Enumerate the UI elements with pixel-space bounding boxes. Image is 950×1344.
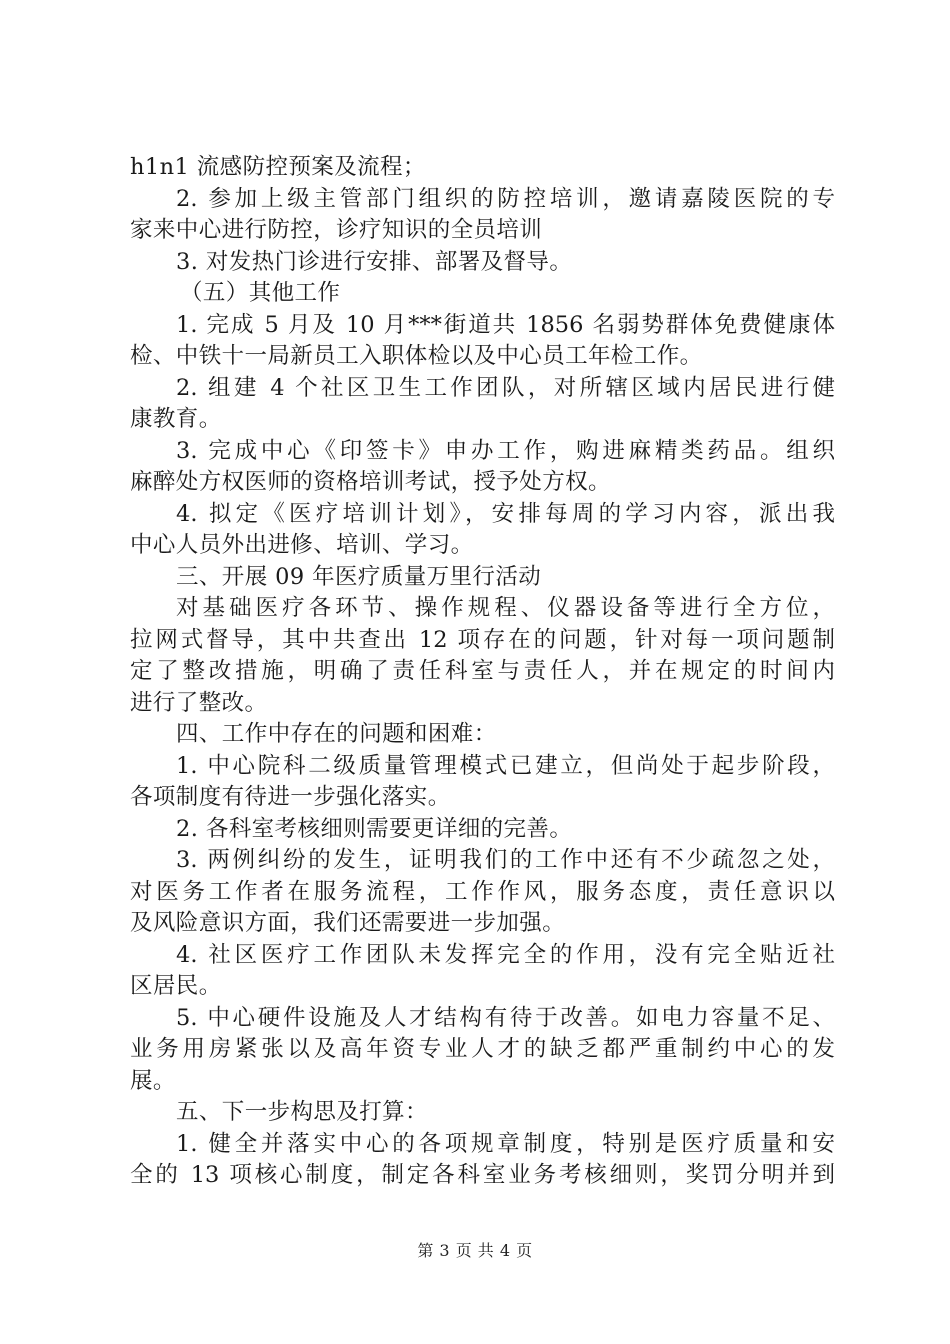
text-line: 对基础医疗各环节、操作规程、仪器设备等进行全方位， xyxy=(176,595,835,621)
text-line: 定了整改措施，明确了责任科室与责任人，并在规定的时间内 xyxy=(130,658,835,684)
text-line: 各项制度有待进一步强化落实。 xyxy=(130,784,451,810)
text-line: 及风险意识方面，我们还需要进一步加强。 xyxy=(130,910,566,936)
text-line: 2. 参加上级主管部门组织的防控培训，邀请嘉陵医院的专 xyxy=(176,185,835,212)
section-heading: （五）其他工作 xyxy=(180,280,341,306)
text-line: 4. 社区医疗工作团队未发挥完全的作用，没有完全贴近社 xyxy=(176,941,835,968)
text-line: h1n1 流感防控预案及流程； xyxy=(130,154,426,180)
text-line: 3. 对发热门诊进行安排、部署及督导。 xyxy=(176,248,573,275)
text-line: 家来中心进行防控，诊疗知识的全员培训 xyxy=(130,217,543,243)
text-line: 检、中铁十一局新员工入职体检以及中心员工年检工作。 xyxy=(130,343,703,369)
section-heading: 四、工作中存在的问题和困难： xyxy=(176,721,497,747)
text-line: 2. 各科室考核细则需要更详细的完善。 xyxy=(176,815,573,842)
text-line: 拉网式督导，其中共查出 12 项存在的问题，针对每一项问题制 xyxy=(130,626,835,653)
text-line: 1. 健全并落实中心的各项规章制度，特别是医疗质量和安 xyxy=(176,1130,835,1157)
text-line: 康教育。 xyxy=(130,406,222,432)
text-line: 麻醉处方权医师的资格培训考试，授予处方权。 xyxy=(130,469,611,495)
text-line: 5. 中心硬件设施及人才结构有待于改善。如电力容量不足、 xyxy=(176,1004,835,1031)
text-line: 业务用房紧张以及高年资专业人才的缺乏都严重制约中心的发 xyxy=(130,1036,835,1062)
text-line: 区居民。 xyxy=(130,973,222,999)
text-line: 3. 完成中心《印签卡》申办工作，购进麻精类药品。组织 xyxy=(176,437,835,464)
text-line: 2. 组建 4 个社区卫生工作团队，对所辖区域内居民进行健 xyxy=(176,374,835,401)
text-line: 3. 两例纠纷的发生，证明我们的工作中还有不少疏忽之处， xyxy=(176,847,835,873)
text-line: 1. 中心院科二级质量管理模式已建立，但尚处于起步阶段， xyxy=(176,752,835,779)
section-heading: 三、开展 09 年医疗质量万里行活动 xyxy=(176,563,542,590)
text-line: 中心人员外出进修、培训、学习。 xyxy=(130,532,474,558)
page-number: 第 3 页 共 4 页 xyxy=(417,1241,533,1260)
text-line: 1. 完成 5 月及 10 月***街道共 1856 名弱势群体免费健康体 xyxy=(176,311,835,338)
text-line: 进行了整改。 xyxy=(130,689,268,716)
text-line: 对医务工作者在服务流程，工作作风，服务态度，责任意识以 xyxy=(130,878,835,905)
section-heading: 五、下一步构思及打算： xyxy=(176,1099,428,1125)
page-footer xyxy=(0,1238,950,1261)
text-line: 展。 xyxy=(130,1067,176,1094)
text-line: 全的 13 项核心制度，制定各科室业务考核细则，奖罚分明并到 xyxy=(130,1162,835,1188)
document-body xyxy=(130,152,835,1192)
text-line: 4. 拟定《医疗培训计划》，安排每周的学习内容，派出我 xyxy=(176,500,835,527)
